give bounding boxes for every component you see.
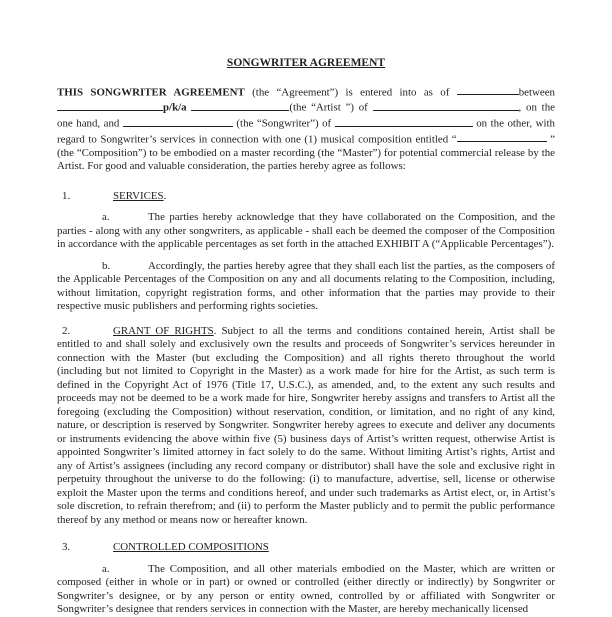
paragraph-label: a. bbox=[102, 211, 110, 224]
section-1-heading bbox=[57, 190, 555, 204]
section-1-heading-text: SERVICES bbox=[113, 189, 164, 202]
intro-paragraph bbox=[57, 84, 555, 174]
section-3-number: 3. bbox=[62, 541, 71, 554]
paragraph-text: The Composition, and all other materials embodied on the Master, which are written or composed (either in whole or in part) or owned or controlled (either directly or indirectly) by Songwriter or Songwriter’s designee, or by any person or entity owned, controlled by or affiliated with Songwriter or Songwriter’s designee that renders services in connection with the Master, are hereby mechanically licensed bbox=[57, 562, 555, 616]
section-2-heading-text: GRANT OF RIGHTS bbox=[113, 324, 214, 337]
document-title bbox=[57, 57, 555, 71]
fill-in-blank-line bbox=[191, 99, 289, 110]
section-2-number: 2. bbox=[62, 324, 71, 337]
fill-in-blank-line bbox=[457, 131, 547, 142]
section-2-heading-suffix: . bbox=[213, 324, 222, 337]
text-segment: between bbox=[518, 85, 555, 98]
fill-in-blank-line bbox=[335, 115, 473, 126]
section-1-paragraph-b bbox=[57, 260, 555, 314]
paragraph-label: a. bbox=[102, 562, 110, 575]
paragraph-text: Accordingly, the parties hereby agree that they shall each list the parties, as the composers of the Applicable Percentages of the Composition on any and all documents relating to the Composition, including, without limitation, copyright registration forms, and other information that the parties may provide to their respective music publishers and performing rights societies. bbox=[57, 259, 555, 313]
section-1-number: 1. bbox=[62, 189, 71, 202]
text-segment: THIS SONGWRITER AGREEMENT bbox=[57, 85, 245, 98]
text-segment: , on the one hand, and bbox=[57, 101, 555, 130]
fill-in-blank-line bbox=[457, 84, 519, 95]
fill-in-blank-line bbox=[57, 99, 163, 110]
section-3-heading bbox=[57, 541, 555, 555]
document-title-text: SONGWRITER AGREEMENT bbox=[226, 57, 386, 69]
text-segment: on the other, with regard to Songwriter’s services in connection with one (1) musical composition entitled “ bbox=[57, 117, 555, 146]
fill-in-blank-line bbox=[123, 115, 233, 126]
section-1-heading-suffix: . bbox=[163, 189, 167, 202]
paragraph-label: b. bbox=[102, 259, 111, 272]
paragraph-text: The parties hereby acknowledge that they have collaborated on the Composition, and the parties - along with any other songwriters, as applicable - shall each be deemed the composer of the Composition in accordance with the applicable percentages as set forth in the attached EXHIBIT A (“Applicable Percentages”). bbox=[57, 211, 555, 251]
section-3-heading-text: CONTROLLED COMPOSITIONS bbox=[113, 541, 269, 554]
text-segment: ” (the “Composition”) to be embodied on a master recording (the “Master”) for potential commercial release by the Artist. For good and valuable consideration, the parties hereby agree as follows: bbox=[57, 133, 555, 173]
text-segment: p/k/a bbox=[163, 101, 187, 114]
text-segment: (the “Songwriter”) of bbox=[232, 117, 335, 130]
text-segment: (the “Artist ”) of bbox=[289, 101, 373, 114]
section-1-paragraph-a bbox=[57, 211, 555, 252]
section-3-paragraph-a bbox=[57, 563, 555, 617]
section-2-paragraph bbox=[57, 325, 555, 528]
section-2-body-text: Subject to all the terms and conditions contained herein, Artist shall be entitled to and shall solely and exclusively own the results and proceeds of Songwriter’s services hereunder in connection with the Master (but excluding the Composition) and all rights thereto throughout the world (including but not limited to Copyright in the Master) as a work made for hire for the Artist, as such term is defined in the Copyright Act of 1976 (Title 17, U.S.C.), as amended, and, to the extent any such results and proceeds may not be deemed to be a work made for hire, Songwriter hereby assigns and transfers to Artist all the foregoing (excluding the Composition) without reservation, condition, or limitation, and no right of any kind, nature, or description is reserved by Songwriter. Songwriter hereby agrees to execute and deliver any documents or instruments evidencing the above within five (5) business days of Artist’s written request, otherwise Artist is appointed Songwriter’s limited attorney in fact solely to do the same. Without limiting Artist’s rights, Artist and any of Artist’s assignees (including any record company or distributor) shall have the sole and exclusive right in perpetuity throughout the universe to do the following: (i) to manufacture, advertise, sell, license or otherwise exploit the Master upon the terms and conditions hereof, and under such trademarks as Artist elect, or, in Artist’s sole discretion, to refrain therefrom; and (ii) to perform the Master publicly and to permit the public performance thereof by any method or means now or hereafter known. bbox=[57, 324, 555, 526]
text-segment: (the “Agreement”) is entered into as of bbox=[244, 85, 457, 98]
fill-in-blank-line bbox=[373, 99, 519, 110]
